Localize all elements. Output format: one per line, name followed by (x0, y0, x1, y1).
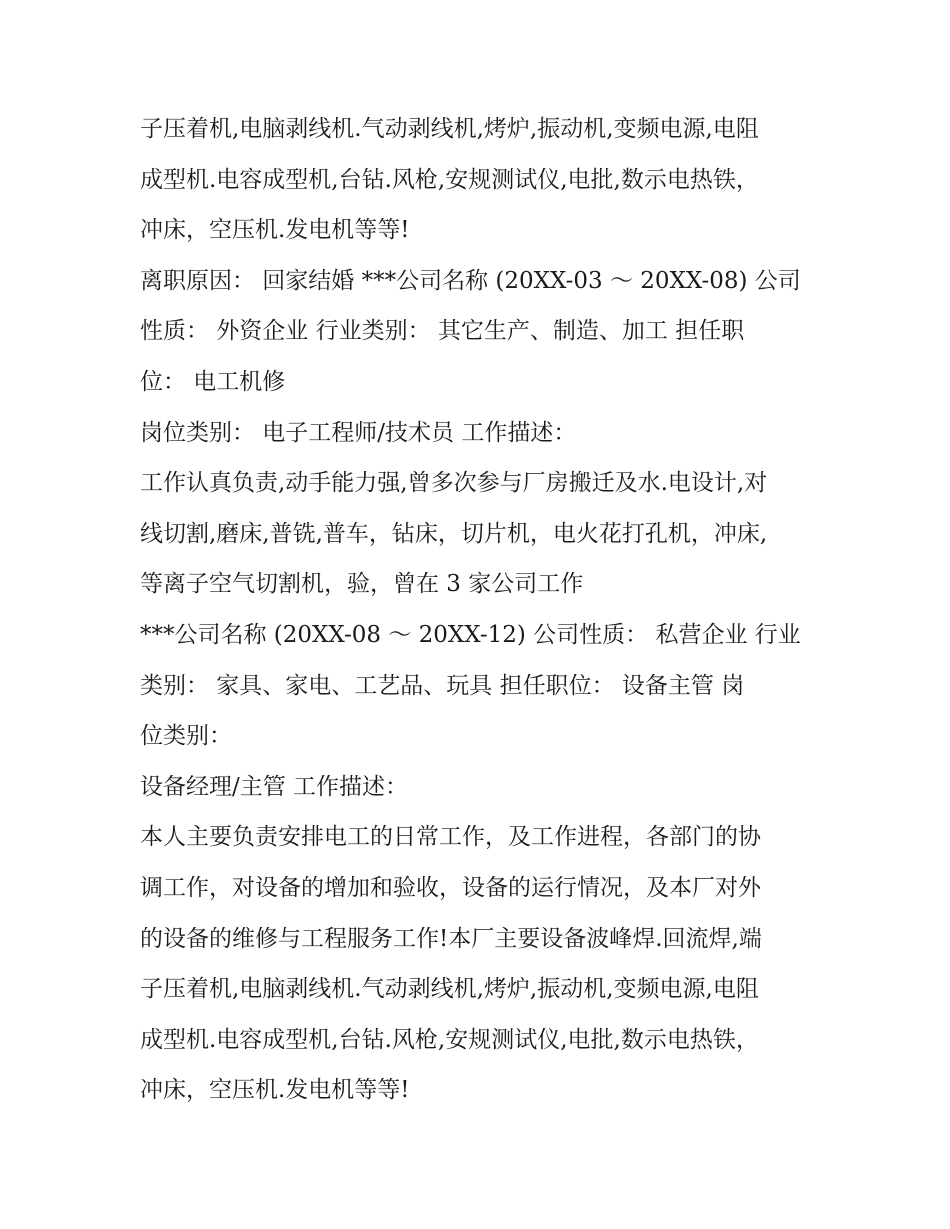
text-line: 调工作，对设备的增加和验收，设备的运行情况，及本厂对外 (140, 874, 761, 901)
text-line: 工作认真负责,动手能力强,曾多次参与厂房搬迁及水.电设计,对 (140, 470, 768, 497)
text-line: 位： 电工机修 (140, 368, 286, 395)
text-line: ***公司名称 (20XX-08 ～ 20XX-12) 公司性质： 私营企业 行业 (140, 621, 801, 648)
text-line: 类别： 家具、家电、工艺品、玩具 担任职位： 设备主管 岗 (140, 672, 745, 699)
text-line: 子压着机,电脑剥线机.气动剥线机,烤炉,振动机,变频电源,电阻 (140, 976, 759, 1003)
text-line: 冲床，空压机.发电机等等! (140, 217, 410, 244)
text-line: 成型机.电容成型机,台钻.风枪,安规测试仪,电批,数示电热铁， (140, 166, 759, 193)
text-line: 设备经理/主管 工作描述： (140, 773, 409, 800)
text-line: 成型机.电容成型机,台钻.风枪,安规测试仪,电批,数示电热铁， (140, 1026, 759, 1053)
document-body (140, 104, 830, 1116)
text-line: 本人主要负责安排电工的日常工作，及工作进程，各部门的协 (140, 824, 761, 851)
text-line: 子压着机,电脑剥线机.气动剥线机,烤炉,振动机,变频电源,电阻 (140, 116, 759, 142)
text-line: 位类别： (140, 723, 232, 750)
text-line: 等离子空气切割机，验，曾在 3 家公司工作 (140, 571, 584, 598)
text-line: 线切割,磨床,普铣,普车，钻床，切片机，电火花打孔机，冲床, (140, 520, 768, 547)
text-line: 岗位类别： 电子工程师/技术员 工作描述： (140, 419, 577, 446)
text-line: 的设备的维修与工程服务工作!本厂主要设备波峰焊.回流焊,端 (140, 925, 762, 952)
text-line: 冲床，空压机.发电机等等! (140, 1077, 410, 1104)
text-line: 性质： 外资企业 行业类别： 其它生产、制造、加工 担任职 (140, 318, 745, 345)
text-line: 离职原因： 回家结婚 ***公司名称 (20XX-03 ～ 20XX-08) 公司 (140, 267, 801, 294)
